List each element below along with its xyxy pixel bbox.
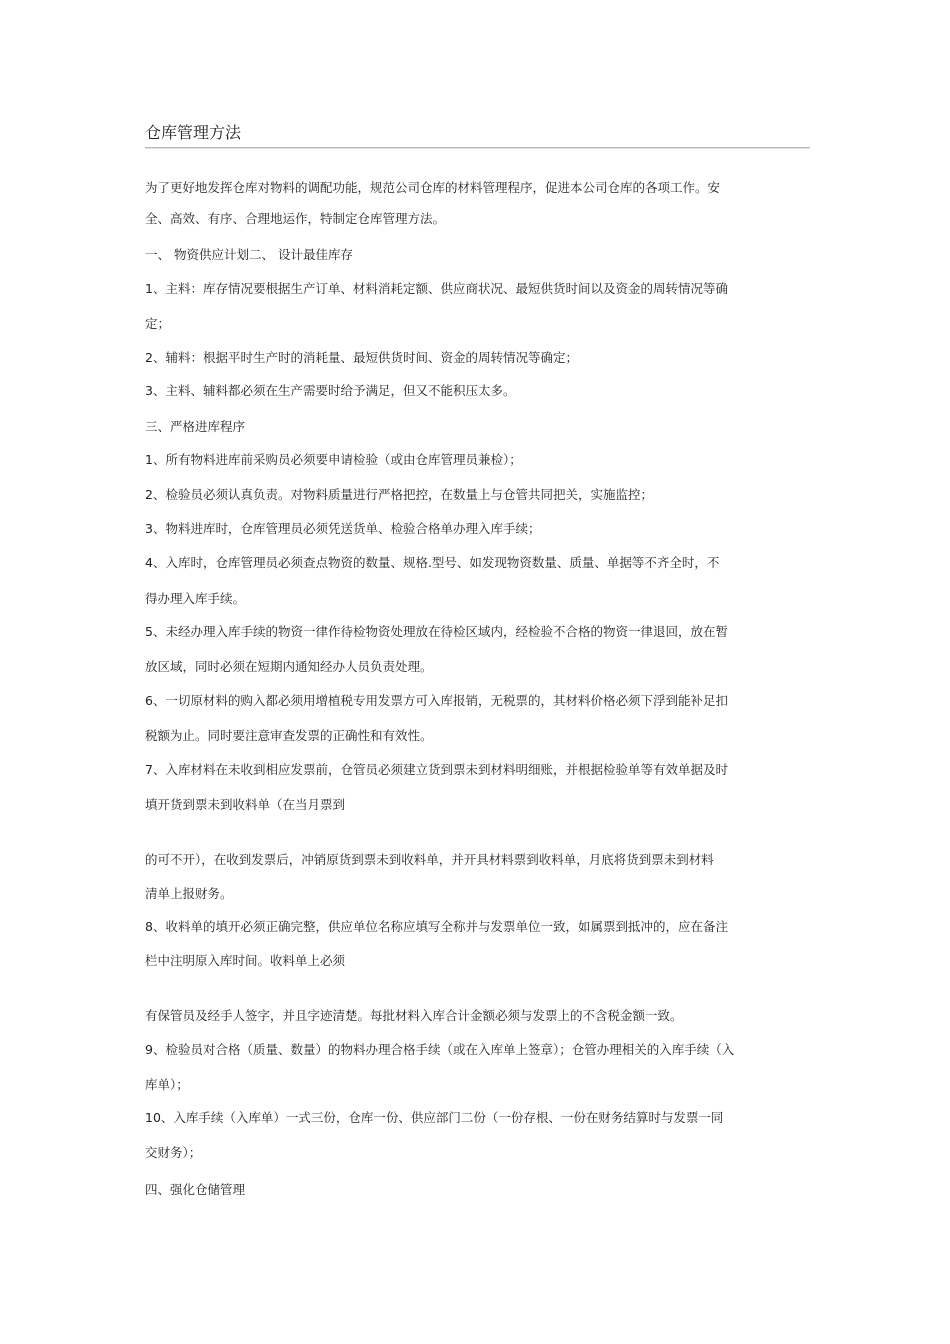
paragraph-line: 的可不开），在收到发票后，冲销原货到票未到收料单，并开具材料票到收料单，月底将货到票未到材料 xyxy=(145,852,714,867)
paragraph-line: 放区域，同时必须在短期内通知经办人员负责处理。 xyxy=(145,659,433,674)
title-divider xyxy=(145,147,810,149)
paragraph-line: 3、主料、辅料都必须在生产需要时给予满足，但又不能积压太多。 xyxy=(145,383,516,398)
paragraph-line: 8、收料单的填开必须正确完整，供应单位名称应填写全称并与发票单位一致，如属票到抵冲的，应在备注 xyxy=(145,919,728,934)
paragraph-line: 库单）； xyxy=(145,1077,189,1092)
paragraph-line: 有保管员及经手人签字，并且字迹清楚。每批材料入库合计金额必须与发票上的不含税金额一致。 xyxy=(145,1008,683,1023)
paragraph-line: 税额为止。同时要注意审查发票的正确性和有效性。 xyxy=(145,728,433,743)
document-title: 仓库管理方法 xyxy=(145,123,242,142)
paragraph-line: 填开货到票未到收料单（在当月票到 xyxy=(145,797,346,812)
paragraph-line: 为了更好地发挥仓库对物料的调配功能，规范公司仓库的材料管理程序，促进本公司仓库的各项工作。安 xyxy=(145,180,721,195)
paragraph-line: 5、未经办理入库手续的物资一律作待检物资处理放在待检区域内，经检验不合格的物资一律退回，放在暂 xyxy=(145,624,728,639)
paragraph-line: 6、一切原材料的购入都必须用增植税专用发票方可入库报销，无税票的，其材料价格必须下浮到能补足扣 xyxy=(145,693,728,708)
section-heading: 四、强化仓储管理 xyxy=(145,1182,246,1197)
paragraph-line: 栏中注明原入库时间。收料单上必须 xyxy=(145,953,346,968)
paragraph-line: 1、所有物料进库前采购员必须要申请检验（或由仓库管理员兼检）； xyxy=(145,452,522,467)
paragraph-line: 定； xyxy=(145,316,171,331)
section-heading: 三、严格进库程序 xyxy=(145,419,246,434)
paragraph-line: 9、检验员对合格（质量、数量）的物料办理合格手续（或在入库单上签章）；仓管办理相关的入库手续（入 xyxy=(145,1042,735,1057)
paragraph-line: 全、高效、有序、合理地运作，特制定仓库管理方法。 xyxy=(145,211,446,226)
paragraph-line: 2、检验员必须认真负责。对物料质量进行严格把控，在数量上与仓管共同把关，实施监控； xyxy=(145,487,653,502)
paragraph-line: 3、物料进库时，仓库管理员必须凭送货单、检验合格单办理入库手续； xyxy=(145,521,541,536)
paragraph-line: 10、入库手续（入库单）一式三份，仓库一份、供应部门二份（一份存根、一份在财务结算时与发票一同 xyxy=(145,1110,724,1125)
paragraph-line: 1、主料：库存情况要根据生产订单、材料消耗定额、供应商状况、最短供货时间以及资金的周转情况等确 xyxy=(145,281,728,296)
paragraph-line: 交财务）； xyxy=(145,1145,202,1160)
section-heading: 一、 物资供应计划二、 设计最佳库存 xyxy=(145,247,353,262)
paragraph-line: 2、辅料：根据平时生产时的消耗量、最短供货时间、资金的周转情况等确定； xyxy=(145,350,578,365)
paragraph-line: 清单上报财务。 xyxy=(145,886,233,901)
paragraph-line: 4、入库时，仓库管理员必须查点物资的数量、规格.型号、如发现物资数量、质量、单据等不齐全时，不 xyxy=(145,555,720,570)
paragraph-line: 7、入库材料在未收到相应发票前，仓管员必须建立货到票未到材料明细账，并根据检验单等有效单据及时 xyxy=(145,762,728,777)
paragraph-line: 得办理入库手续。 xyxy=(145,591,246,606)
